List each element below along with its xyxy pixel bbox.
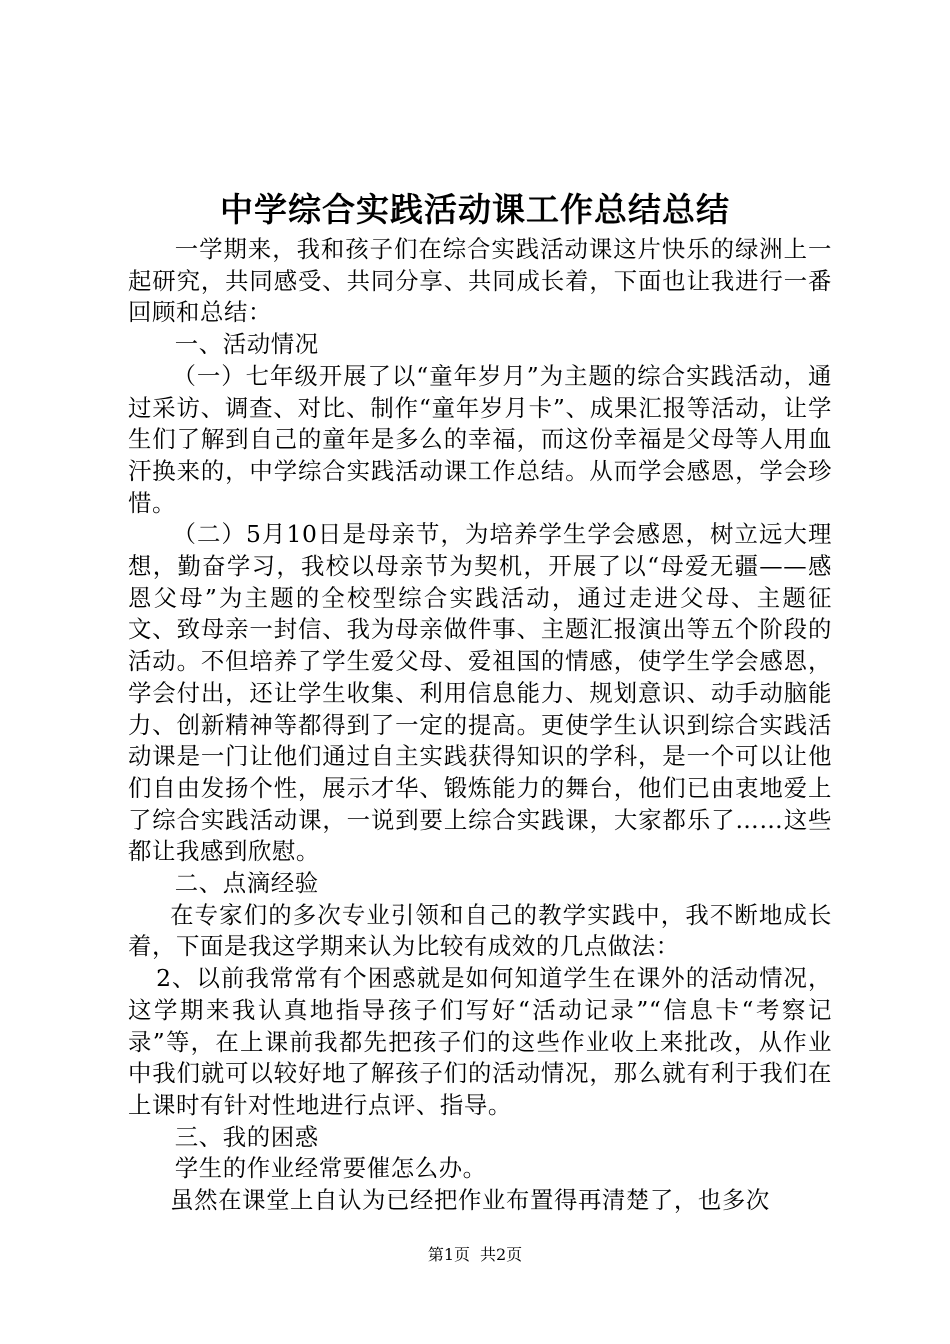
document-title: 中学综合实践活动课工作总结总结: [220, 190, 730, 229]
paragraph-activity-2: （二）5月10日是母亲节，为培养学生学会感恩，树立远大理想，勤奋学习，我校以母亲节为契机，开展了以“母爱无疆——感恩父母”为主题的全校型综合实践活动，通过走进父母、主题征文、致母亲一封信、我为母亲做件事、主题汇报演出等五个阶段的活动。不但培养了学生爱父母、爱祖国的情感，使学生学会感恩，学会付出，还让学生收集、利用信息能力、规划意识、动手动脑能力、创新精神等都得到了一定的提高。更使学生认识到综合实践活动课是一门让他们通过自主实践获得知识的学科，是一个可以让他们自由发扬个性，展示才华、锻炼能力的舞台，他们已由衷地爱上了综合实践活动课，一说到要上综合实践课，大家都乐了……这些都让我感到欣慰。: [128, 520, 832, 866]
paragraph-intro: 一学期来，我和孩子们在综合实践活动课这片快乐的绿洲上一起研究，共同感受、共同分享、共同成长着，下面也让我进行一番回顾和总结：: [128, 235, 832, 327]
paragraph-experience-2: 2、以前我常常有个困惑就是如何知道学生在课外的活动情况，这学期来我认真地指导孩子们写好“活动记录”“信息卡“考察记录”等，在上课前我都先把孩子们的这些作业收上来批改，从作业中我们就可以较好地了解孩子们的活动情况，那么就有利于我们在上课时有针对性地进行点评、指导。: [128, 964, 832, 1119]
paragraph-experience-intro: 在专家们的多次专业引领和自己的教学实践中，我不断地成长着，下面是我这学期来认为比较有成效的几点做法：: [128, 900, 832, 961]
page-footer: [0, 1244, 950, 1266]
heading-experience: 二、点滴经验: [174, 869, 319, 898]
document-body: [128, 234, 832, 1217]
paragraph-confusion-question: 学生的作业经常要催怎么办。: [174, 1154, 487, 1183]
heading-confusion: 三、我的困惑: [174, 1122, 319, 1151]
page-number-current: 第1页: [427, 1245, 470, 1264]
heading-activity-status: 一、活动情况: [174, 330, 319, 359]
paragraph-confusion-detail: 虽然在课堂上自认为已经把作业布置得再清楚了，也多次: [170, 1186, 770, 1215]
page-number-total: 共2页: [480, 1245, 523, 1264]
paragraph-activity-1: （一）七年级开展了以“童年岁月”为主题的综合实践活动，通过采访、调查、对比、制作“童年岁月卡”、成果汇报等活动，让学生们了解到自己的童年是多么的幸福，而这份幸福是父母等人用血汗换来的，中学综合实践活动课工作总结。从而学会感恩，学会珍惜。: [128, 361, 832, 517]
